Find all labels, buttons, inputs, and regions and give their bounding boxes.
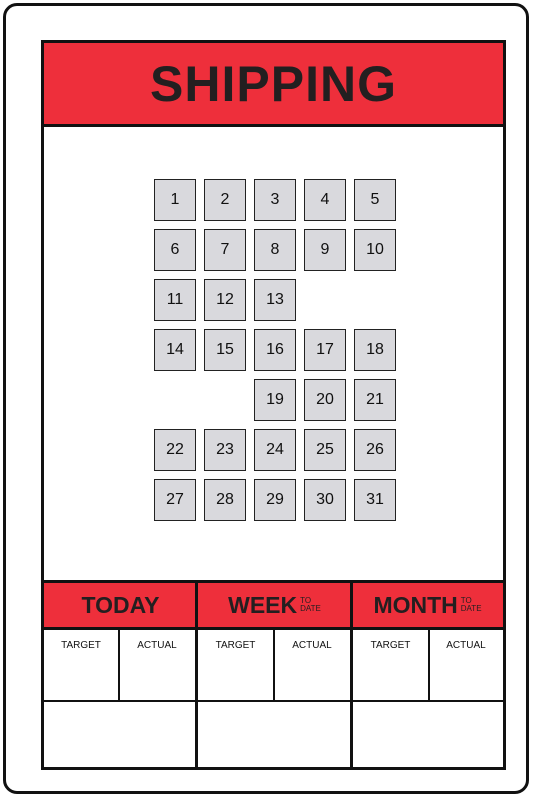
month-actual-label: ACTUAL	[446, 640, 486, 651]
day-cell: 17	[304, 329, 346, 371]
day-cell: 5	[354, 179, 396, 221]
day-cell: 2	[204, 179, 246, 221]
day-cell: 18	[354, 329, 396, 371]
sign-board	[3, 3, 529, 794]
week-actual-label: ACTUAL	[292, 640, 332, 651]
period-week-sub	[300, 597, 321, 613]
day-cell: 22	[154, 429, 196, 471]
day-cell: 21	[354, 379, 396, 421]
week-target-label: TARGET	[215, 640, 256, 651]
period-week-label: WEEK	[228, 591, 298, 618]
period-month-sub	[461, 597, 482, 613]
period-month-label: MONTH	[373, 591, 458, 618]
day-cell: 12	[204, 279, 246, 321]
divider-v2	[350, 583, 353, 770]
day-cell: 14	[154, 329, 196, 371]
day-cell: 11	[154, 279, 196, 321]
day-cell: 1	[154, 179, 196, 221]
period-week-sub-to: TO	[300, 596, 312, 605]
title-banner	[44, 43, 503, 127]
metrics-footer	[44, 580, 503, 767]
day-cell: 4	[304, 179, 346, 221]
month-target-label: TARGET	[370, 640, 411, 651]
day-cell: 7	[204, 229, 246, 271]
day-cell: 23	[204, 429, 246, 471]
divider-h-rows	[44, 700, 503, 702]
day-cell: 6	[154, 229, 196, 271]
day-cell: 8	[254, 229, 296, 271]
today-target-label: TARGET	[61, 640, 101, 651]
day-cell: 25	[304, 429, 346, 471]
day-cell: 29	[254, 479, 296, 521]
today-actual-label: ACTUAL	[137, 640, 177, 651]
day-cell: 28	[204, 479, 246, 521]
sign-title: SHIPPING	[150, 55, 397, 112]
divider-v1	[195, 583, 198, 770]
day-cell: 15	[204, 329, 246, 371]
day-cell: 10	[354, 229, 396, 271]
day-cell: 26	[354, 429, 396, 471]
day-cell: 16	[254, 329, 296, 371]
day-cell: 27	[154, 479, 196, 521]
period-week-sub-date: DATE	[300, 604, 321, 613]
day-cell: 24	[254, 429, 296, 471]
day-cell: 20	[304, 379, 346, 421]
day-cell: 31	[354, 479, 396, 521]
day-cell: 3	[254, 179, 296, 221]
day-cell: 19	[254, 379, 296, 421]
period-month-sub-to: TO	[460, 596, 472, 605]
period-week-header	[197, 583, 352, 630]
sign-panel	[41, 40, 506, 770]
period-today-header	[44, 583, 197, 630]
day-cell: 9	[304, 229, 346, 271]
period-today-label: TODAY	[81, 591, 160, 618]
day-cell: 13	[254, 279, 296, 321]
period-month-sub-date: DATE	[460, 604, 482, 613]
day-cell: 30	[304, 479, 346, 521]
period-month-header	[352, 583, 503, 630]
